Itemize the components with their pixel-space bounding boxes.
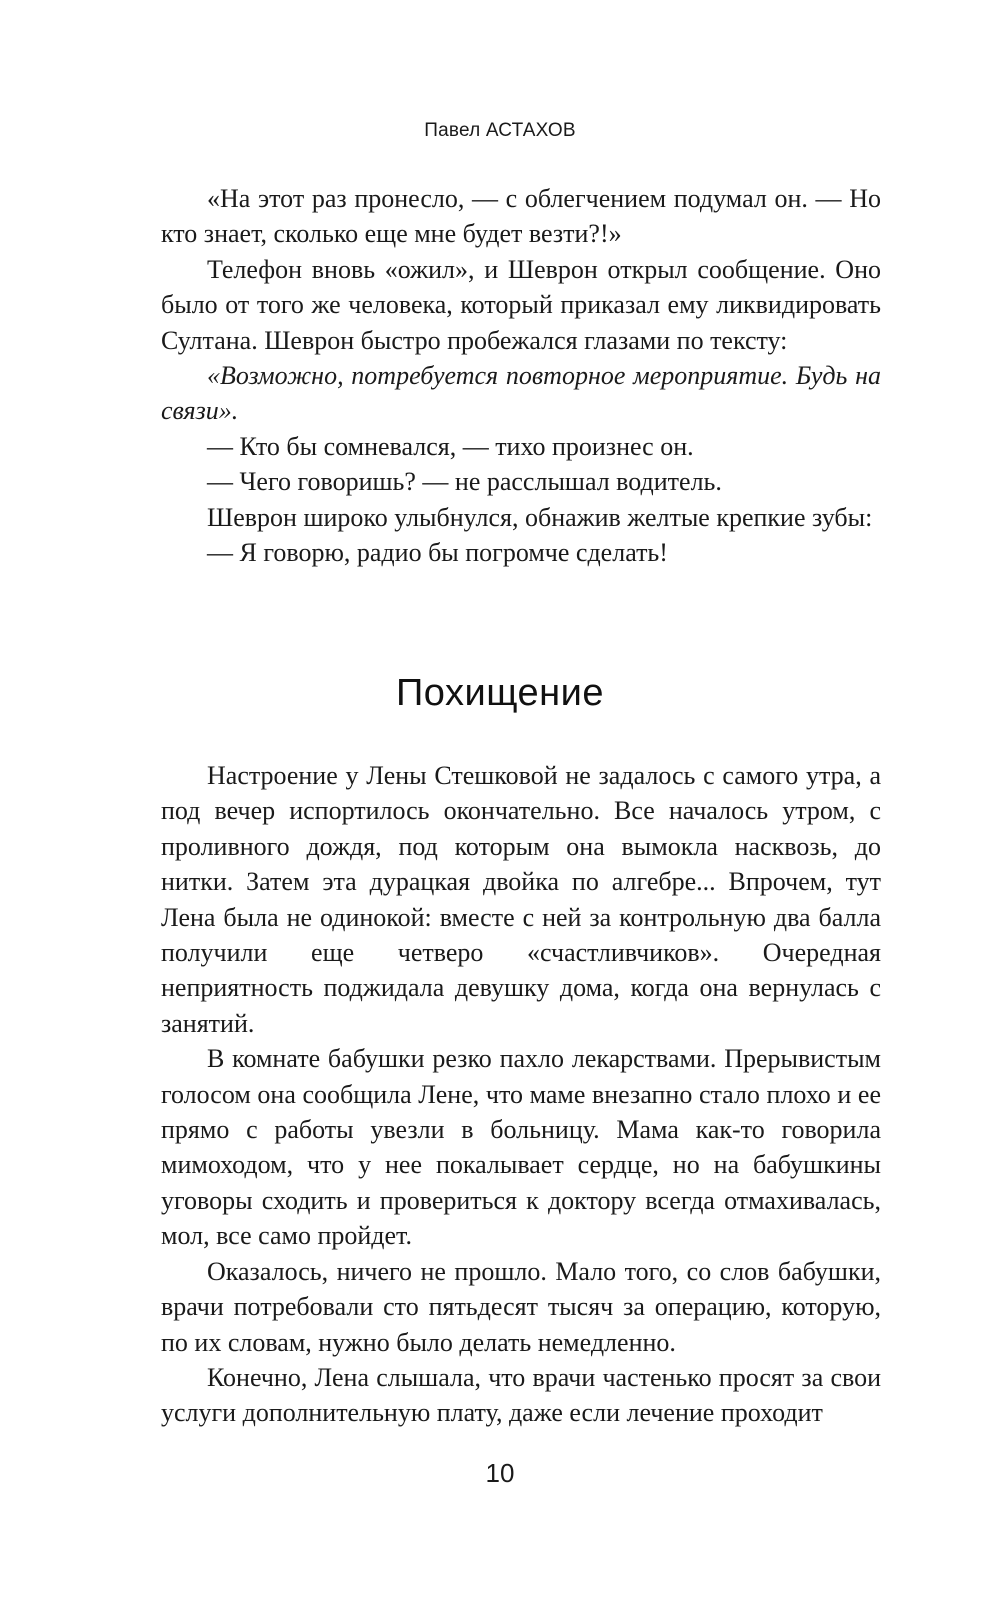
paragraph: Телефон вновь «ожил», и Шеврон открыл сообщение. Оно было от того же человека, который приказал ему ликвидировать Султана. Шеврон быстро пробежался глазами по тексту: — [161, 254, 881, 355]
page-number: 10 — [485, 1458, 515, 1488]
dialogue-line: — Чего говоришь? — не расслышал водитель. — [207, 467, 722, 497]
paragraph: Конечно, Лена слышала, что врачи частенько просят за свои услуги дополнительную плату, даже если лечение проходит — [161, 1362, 881, 1428]
italic-text: «Возможно, потребуется повторное мероприятие. Будь на связи». — [161, 361, 881, 426]
paragraph: Шеврон широко улыбнулся, обнажив желтые крепкие зубы: — [207, 502, 873, 532]
dialogue-line: — Я говорю, радио бы погромче сделать! — [207, 538, 668, 568]
dialogue-line: — Кто бы сомневался, — тихо произнес он. — [207, 431, 694, 461]
paragraph: Оказалось, ничего не прошло. Мало того, со слов бабушки, врачи потребовали сто пятьдесят тысяч за операцию, которую, по их словам, нужно было делать немедленно. — [161, 1256, 881, 1357]
text-block-top — [161, 181, 881, 570]
paragraph: Настроение у Лены Стешковой не задалось с самого утра, а под вечер испортилось окончательно. Все началось утром, с проливного дождя, под которым она вымокла насквозь, до нитки. Затем эта дурацкая двойка по алгебре... Впрочем, тут Лена была не одинокой: вместе с ней за контрольную два балла получили еще четверо «счастливчиков». Очередная неприятность поджидала девушку дома, когда она вернулась с занятий. — [161, 761, 881, 1038]
paragraph: В комнате бабушки резко пахло лекарствами. Прерывистым голосом она сообщила Лене, что маме внезапно стало плохо и ее прямо с работы увезли в больницу. Мама как-то говорила мимоходом, что у нее покалывает сердце, но на бабушкины уговоры сходить и провериться к доктору всегда отмахивалась, мол, все само пройдет. — [161, 1044, 881, 1251]
chapter-title: Похищение — [395, 672, 605, 714]
paragraph-italic-message — [161, 358, 881, 429]
text-block-chapter — [161, 758, 881, 1431]
running-head: Павел АСТАХОВ — [424, 120, 576, 141]
paragraph: «На этот раз пронесло, — с облегчением подумал он. — Но кто знает, сколько еще мне будет везти?!» — [161, 184, 881, 249]
